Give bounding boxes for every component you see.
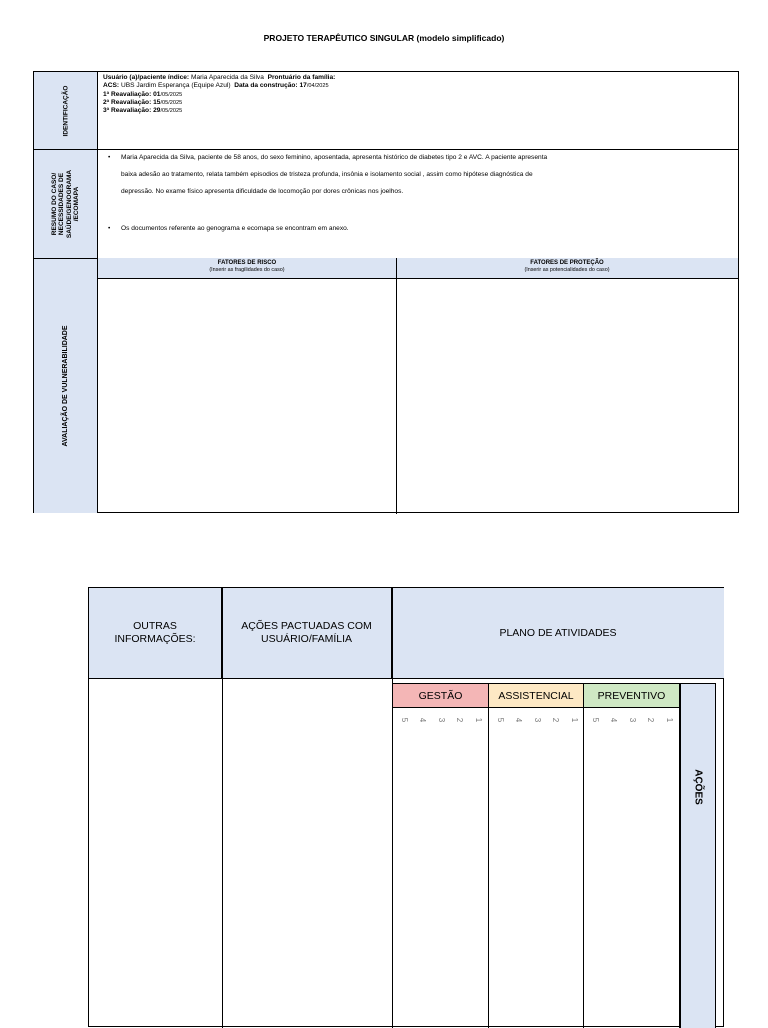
fatores-risco-title: FATORES DE RISCO bbox=[217, 260, 277, 266]
scale-number: 4 bbox=[418, 717, 428, 723]
fatores-risco-header bbox=[98, 258, 396, 278]
identificacao-block bbox=[103, 74, 335, 115]
scale-number: 5 bbox=[496, 717, 506, 723]
acs-label: ACS: bbox=[103, 82, 120, 90]
reavaliacao-2-rest: /05/2025 bbox=[160, 99, 183, 106]
fatores-risco-subtitle: (Inserir as fragilidades do caso) bbox=[209, 267, 285, 273]
acoes-side-cell bbox=[680, 683, 716, 1028]
scale-number: 3 bbox=[436, 717, 446, 723]
category-gestao-label: GESTÃO bbox=[418, 689, 463, 702]
outras-informacoes-field[interactable] bbox=[89, 679, 222, 1028]
scale-number: 1 bbox=[569, 717, 579, 723]
resumo-side-cell bbox=[34, 150, 98, 258]
bullet-icon: • bbox=[108, 154, 111, 161]
fatores-risco-field[interactable] bbox=[98, 279, 396, 513]
scale-number: 3 bbox=[532, 717, 542, 723]
acoes-pactuadas-header bbox=[222, 588, 392, 678]
fatores-protecao-title: FATORES DE PROTEÇÃO bbox=[530, 260, 604, 266]
vulnerabilidade-side-cell bbox=[34, 259, 98, 513]
data-construcao-day: 17 bbox=[299, 82, 307, 90]
scale-number: 4 bbox=[514, 717, 524, 723]
fatores-protecao-subtitle: (Inserir as potencialidades do caso) bbox=[524, 267, 610, 273]
resumo-label-line: NECESSIDADES DE bbox=[58, 172, 66, 236]
prontuario-label: Prontuário da família: bbox=[267, 74, 336, 81]
resumo-label bbox=[51, 170, 81, 238]
data-construcao-rest: /04/2025 bbox=[306, 83, 329, 90]
fatores-protecao-field[interactable] bbox=[397, 279, 738, 513]
scale-number: 2 bbox=[646, 717, 656, 723]
scale-number: 3 bbox=[627, 717, 637, 723]
resumo-label-line: SAÚDE/GENOGRAMA bbox=[65, 169, 73, 239]
scale-number: 5 bbox=[591, 717, 601, 723]
resumo-line: Maria Aparecida da Silva, paciente de 58 anos, do sexo feminino, aposentada, apresenta histórico de diabetes tipo 2 e AVC. A paciente apresenta bbox=[121, 154, 548, 161]
reavaliacao-1-day: 01 bbox=[153, 90, 161, 98]
resumo-label-line: /ECOMAPA bbox=[72, 186, 80, 222]
reavaliacao-3-rest: /05/2025 bbox=[160, 108, 183, 115]
outras-informacoes-header bbox=[89, 588, 222, 678]
acoes-pactuadas-field[interactable] bbox=[223, 679, 392, 1028]
resumo-annex-note: Os documentos referente ao genograma e ecomapa se encontram em anexo. bbox=[121, 225, 349, 232]
identificacao-label: IDENTIFICAÇÃO bbox=[61, 85, 69, 136]
outras-informacoes-title: OUTRAS INFORMAÇÕES: bbox=[114, 620, 196, 645]
scale-number: 2 bbox=[455, 717, 465, 723]
column-divider bbox=[583, 683, 584, 1028]
reavaliacao-3-label: 3ª Reavaliação: bbox=[103, 107, 152, 115]
usuario-label: Usuário (a)/paciente índice: bbox=[103, 74, 190, 81]
scale-preventivo bbox=[585, 714, 677, 726]
category-preventivo-label: PREVENTIVO bbox=[597, 689, 666, 702]
scale-number: 4 bbox=[609, 717, 619, 723]
reavaliacao-2-label: 2ª Reavaliação: bbox=[103, 98, 152, 106]
reavaliacao-1-label: 1ª Reavaliação: bbox=[103, 90, 152, 98]
fatores-protecao-header bbox=[396, 258, 738, 278]
plano-atividades-title: PLANO DE ATIVIDADES bbox=[499, 626, 617, 639]
scale-number: 5 bbox=[400, 717, 410, 723]
acs-value: UBS Jardim Esperança (Equipe Azul) bbox=[120, 82, 231, 90]
column-divider bbox=[488, 683, 489, 1028]
plano-atividades-header bbox=[392, 588, 724, 678]
vulnerabilidade-label: AVALIAÇÃO DE VULNERABILIDADE bbox=[61, 325, 69, 447]
reavaliacao-2-day: 15 bbox=[153, 98, 161, 106]
data-construcao-label: Data da construção: bbox=[234, 82, 298, 90]
resumo-line: depressão. No exame físico apresenta dificuldade de locomoção por dores crônicas nos joelhos. bbox=[121, 188, 404, 195]
acoes-pactuadas-title: AÇÕES PACTUADAS COM USUÁRIO/FAMÍLIA bbox=[241, 620, 372, 645]
scale-gestao bbox=[394, 714, 486, 726]
resumo-bullet-1 bbox=[108, 149, 731, 200]
category-assistencial[interactable] bbox=[488, 683, 584, 708]
acoes-label: AÇÕES bbox=[692, 769, 704, 805]
category-preventivo[interactable] bbox=[583, 683, 680, 708]
resumo-line: baixa adesão ao tratamento, relata também episodios de tristeza profunda, insônia e isolamento social , assim como hipótese diagnóstica de bbox=[121, 171, 533, 178]
scale-number: 2 bbox=[551, 717, 561, 723]
category-assistencial-label: ASSISTENCIAL bbox=[498, 689, 574, 702]
bullet-icon: • bbox=[108, 225, 111, 232]
usuario-value: Maria Aparecida da Silva bbox=[190, 74, 264, 81]
reavaliacao-3-day: 29 bbox=[153, 107, 161, 115]
document-title: PROJETO TERAPÊUTICO SINGULAR (modelo simplificado) bbox=[263, 33, 505, 43]
scale-number: 1 bbox=[664, 717, 674, 723]
scale-number: 1 bbox=[473, 717, 483, 723]
resumo-bullet-2 bbox=[108, 220, 731, 237]
reavaliacao-1-rest: /05/2025 bbox=[160, 91, 183, 98]
identificacao-side-cell bbox=[34, 72, 98, 149]
plano-atividades-table bbox=[88, 587, 724, 1027]
scale-assistencial bbox=[490, 714, 582, 726]
category-gestao[interactable] bbox=[392, 683, 489, 708]
pts-form-table bbox=[33, 71, 739, 513]
column-divider bbox=[392, 588, 393, 1028]
resumo-label-line: RESUMO DO CASO/ bbox=[50, 172, 58, 236]
